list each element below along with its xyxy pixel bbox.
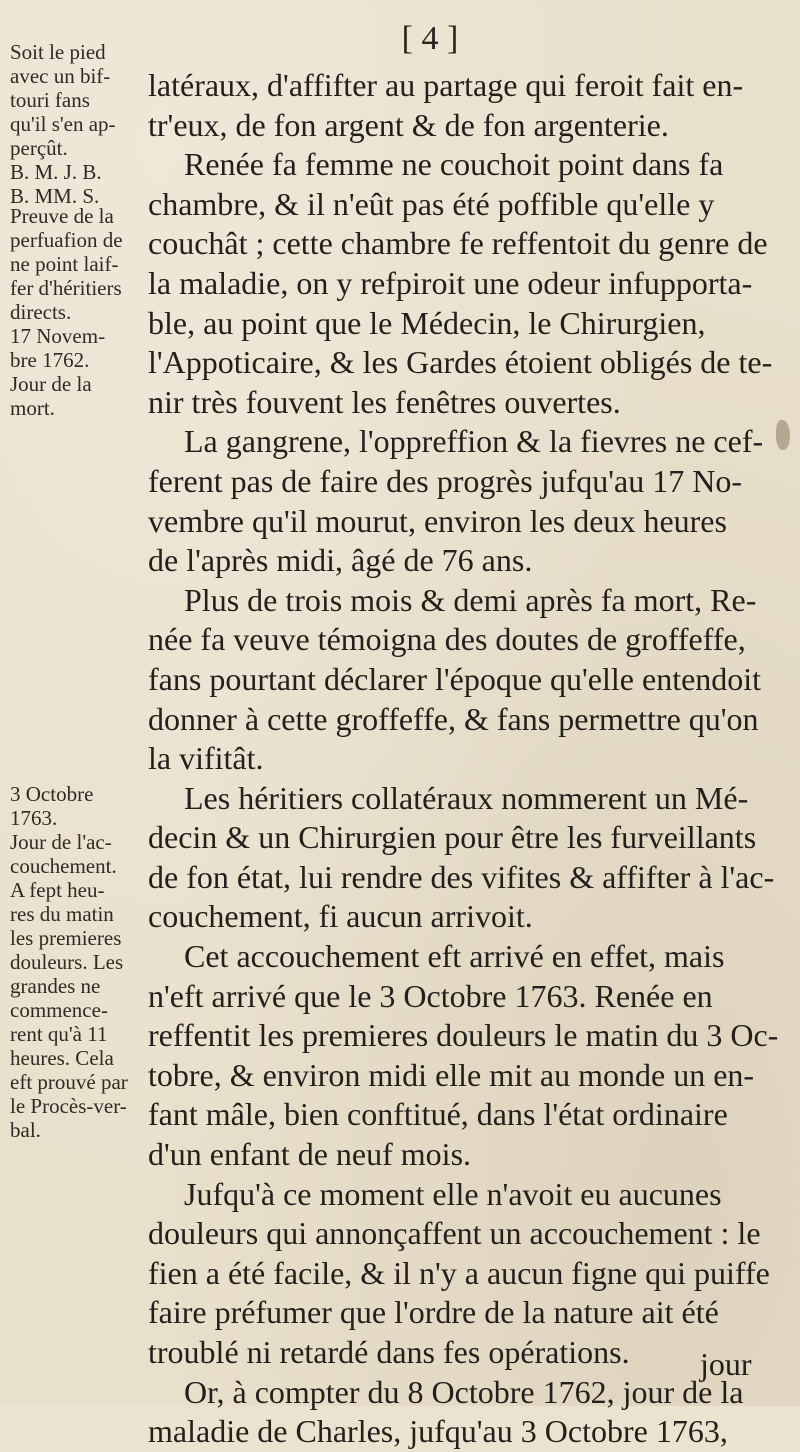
margin-note-line: Soit le pied	[10, 40, 106, 64]
margin-note-line: avec un bif-	[10, 64, 111, 88]
text-line: fans pourtant déclarer l'époque qu'elle entendoit	[148, 660, 762, 697]
margin-note	[10, 782, 132, 1142]
text-line: nir très fouvent les fenêtres ouvertes.	[148, 383, 621, 420]
margin-note	[10, 40, 132, 208]
text-line: donner à cette groffeffe, & fans permettre qu'on	[148, 700, 759, 737]
main-text-block	[148, 66, 788, 1452]
margin-note-line: Jour de l'ac-	[10, 830, 112, 854]
text-line: reffentit les premieres douleurs le matin du 3 Oc-	[148, 1017, 779, 1054]
margin-note-line: A fept heu-	[10, 878, 105, 902]
text-line: faire préfumer que l'ordre de la nature ait été	[148, 1294, 719, 1331]
page-number: [ 4 ]	[401, 20, 459, 57]
margin-note-line: bre 1762.	[10, 348, 90, 372]
margin-note	[10, 324, 132, 420]
text-line: chambre, & il n'eût pas été poffible qu'elle y	[148, 185, 715, 222]
margin-note-line: fer d'héritiers	[10, 276, 122, 300]
margin-note-line: 17 Novem-	[10, 324, 106, 348]
text-line: Renée fa femme ne couchoit point dans fa	[184, 146, 724, 183]
text-line: couchât ; cette chambre fe reffentoit du genre de	[148, 225, 768, 262]
margin-note-line: res du matin	[10, 902, 114, 926]
margin-note-line: ne point laif-	[10, 252, 119, 276]
text-line: tobre, & environ midi elle mit au monde un en-	[148, 1056, 755, 1093]
text-line: vembre qu'il mourut, environ les deux heures	[148, 502, 727, 539]
text-line: fant mâle, bien conftitué, dans l'état ordinaire	[148, 1096, 728, 1133]
text-line: decin & un Chirurgien pour être les furveillants	[148, 819, 757, 856]
text-line: maladie de Charles, jufqu'au 3 Octobre 1763,	[148, 1413, 728, 1450]
text-line: Jufqu'à ce moment elle n'avoit eu aucunes	[184, 1175, 722, 1212]
margin-note-line: bal.	[10, 1118, 41, 1142]
margin-note-line: Preuve de la	[10, 204, 114, 228]
margin-note-line: mort.	[10, 396, 55, 420]
margin-note-line: 3 Octobre	[10, 782, 94, 806]
text-line: Plus de trois mois & demi après fa mort, Re-	[184, 581, 757, 618]
margin-note-line: touri fans	[10, 88, 90, 112]
text-line: douleurs qui annonçaffent un accouchement : le	[148, 1215, 761, 1252]
text-line: la vifitât.	[148, 740, 264, 777]
margin-note-line: couchement.	[10, 854, 117, 878]
margin-note-line: douleurs. Les	[10, 950, 124, 974]
text-line: Or, à compter du 8 Octobre 1762, jour de la	[184, 1373, 744, 1410]
margin-note-line: le Procès-ver-	[10, 1094, 127, 1118]
text-line: ble, au point que le Médecin, le Chirurgien,	[148, 304, 706, 341]
margin-note-line: les premieres	[10, 926, 122, 950]
text-line: latéraux, d'affifter au partage qui feroit fait en-	[148, 67, 744, 103]
text-line: ferent pas de faire des progrès jufqu'au 17 No-	[148, 462, 742, 499]
margin-note-line: Jour de la	[10, 372, 92, 396]
paper-stain	[776, 420, 790, 450]
margin-note-line: B. M. J. B.	[10, 160, 102, 184]
margin-note-line: qu'il s'en ap-	[10, 112, 116, 136]
margin-note-line: commence-	[10, 998, 108, 1022]
margin-note	[10, 204, 132, 324]
text-line: Cet accouchement eft arrivé en effet, mais	[184, 938, 725, 975]
margin-note-line: B. MM. S.	[10, 184, 100, 208]
text-line: née fa veuve témoigna des doutes de groffeffe,	[148, 621, 746, 658]
catchword: jour	[700, 1346, 752, 1382]
margin-note-line: perfuafion de	[10, 228, 123, 252]
margin-note-line: heures. Cela	[10, 1046, 114, 1070]
text-line: de fon état, lui rendre des vifites & affifter à l'ac-	[148, 858, 775, 895]
margin-note-line: 1763.	[10, 806, 58, 830]
text-line: Les héritiers collatéraux nommerent un Mé-	[184, 779, 749, 816]
margin-note-line: rent qu'à 11	[10, 1022, 108, 1046]
margin-note-line: grandes ne	[10, 974, 101, 998]
margin-note-line: directs.	[10, 300, 72, 324]
text-line: fien a été facile, & il n'y a aucun figne qui puiffe	[148, 1254, 770, 1291]
text-line: la maladie, on y refpiroit une odeur infupporta-	[148, 264, 753, 301]
text-line: tr'eux, de fon argent & de fon argenterie.	[148, 106, 669, 143]
margin-note-line: perçût.	[10, 136, 68, 160]
text-line: l'Appoticaire, & les Gardes étoient obligés de te-	[148, 344, 773, 381]
text-line: couchement, fi aucun arrivoit.	[148, 898, 533, 935]
text-line: troublé ni retardé dans fes opérations.	[148, 1334, 630, 1370]
margin-note-line: eft prouvé par	[10, 1070, 128, 1094]
text-line: n'eft arrivé que le 3 Octobre 1763. Renée en	[148, 977, 713, 1014]
text-line: de l'après midi, âgé de 76 ans.	[148, 542, 533, 579]
text-line: La gangrene, l'oppreffion & la fievres ne cef-	[184, 423, 764, 460]
text-line: d'un enfant de neuf mois.	[148, 1136, 472, 1173]
